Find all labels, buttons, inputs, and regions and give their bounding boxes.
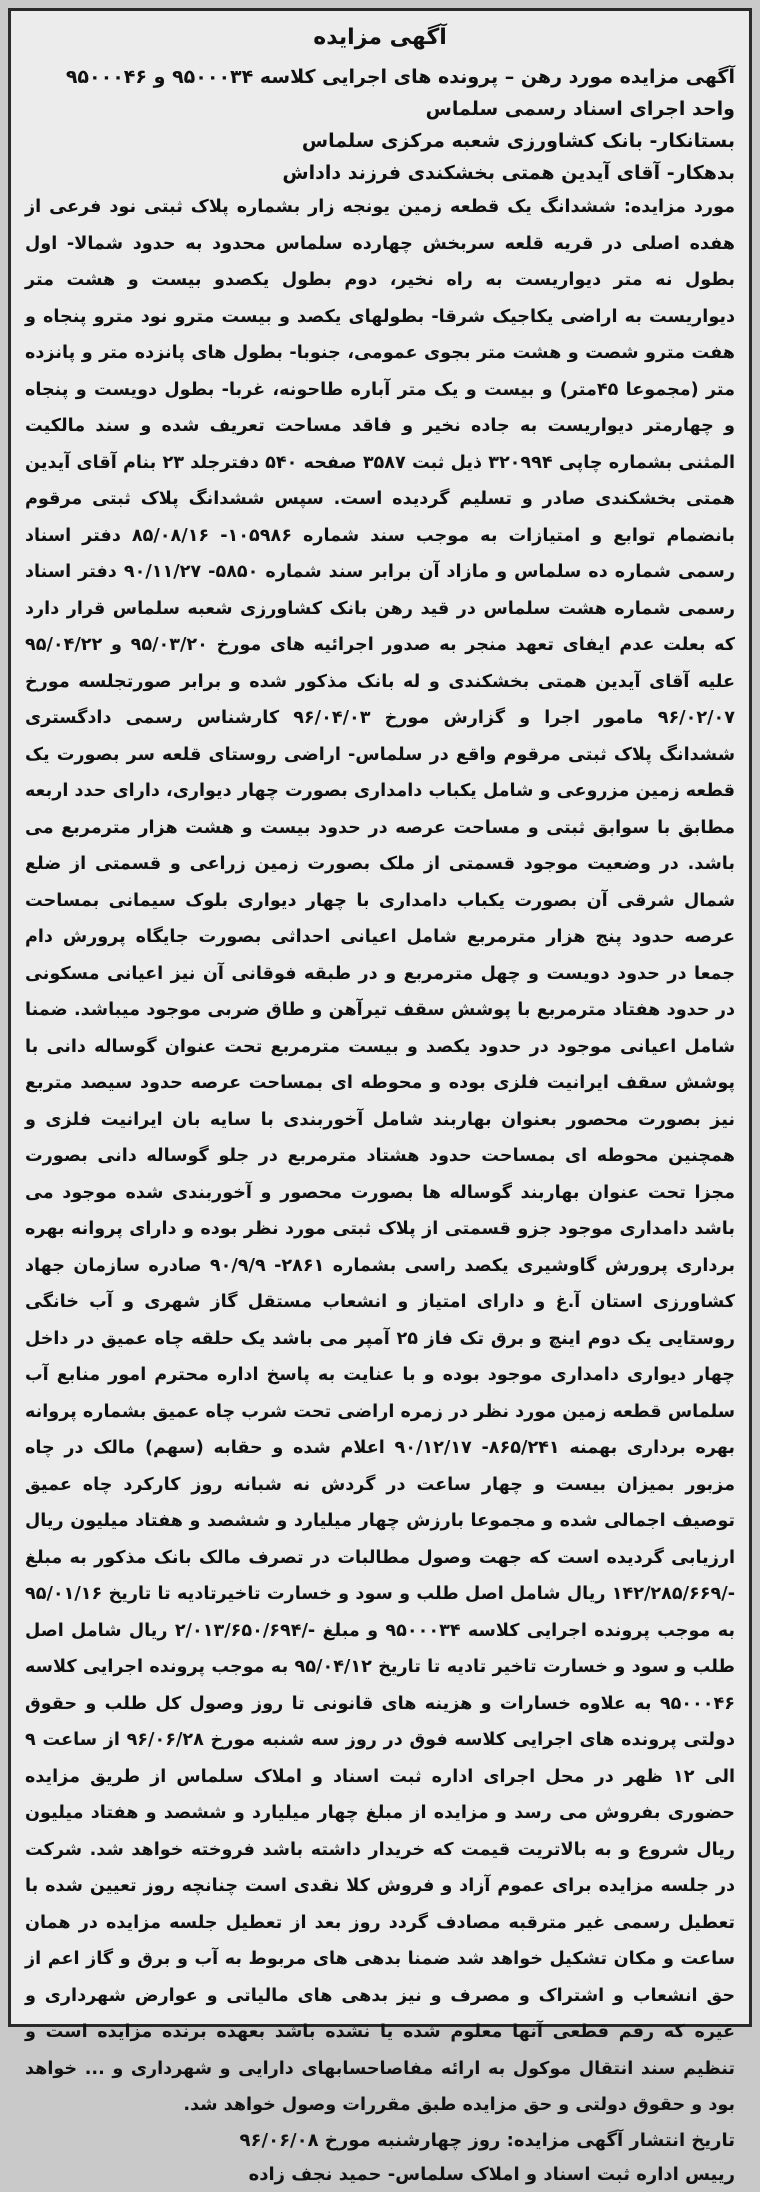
notice-signature: رییس اداره ثبت اسناد و املاک سلماس- حمید نجف زاده (248, 2163, 735, 2185)
notice-case-line: آگهی مزایده مورد رهن – پرونده های اجرایی کلاسه ۹۵۰۰۰۳۴ و ۹۵۰۰۰۴۶ واحد اجرای اسناد رسمی سلماس (65, 66, 735, 120)
notice-debtor-line: بدهکار- آقای آیدین همتی بخشکندی فرزند داداش (282, 162, 735, 184)
notice-title: آگهی مزایده (313, 25, 447, 50)
auction-notice-clipping (8, 8, 752, 2185)
notice-creditor-line: بستانکار- بانک کشاورزی شعبه مرکزی سلماس (301, 130, 735, 152)
notice-body: مورد مزایده: ششدانگ یک قطعه زمین یونجه زار بشماره پلاک ثبتی نود فرعی از هفده اصلی در قریه قلعه سربخش چهارده سلماس محدود به حدود شمالا- اول بطول نه متر دیواریست به راه نخیر، دوم بطول یکصدو بیست و هشت متر دیواریست به اراضی یکاجیک شرقا- بطولهای یکصد و بیست مترو نود مترو پنجاه و هفت مترو شصت و هشت متر بجوی عمومی، جنوبا- بطول های پانزده متر و پانزده متر (مجموعا ۴۵متر) و بیست و یک متر آباره طاحونه، غربا- بطول دویست و پنجاه و چهارمتر دیواریست به جاده نخیر و فاقد مساحت تعریف شده و سند مالکیت المثنی بشماره چاپی ۳۲۰۹۹۴ ذیل ثبت ۳۵۸۷ صفحه ۵۴۰ دفترجلد ۲۳ بنام آقای آیدین همتی بخشکندی صادر و تسلیم گردیده است. سپس ششدانگ پلاک ثبتی مرقوم بانضمام توابع و امتیازات به موجب سند شماره ۱۰۵۹۸۶- ۸۵/۰۸/۱۶ دفتر اسناد رسمی شماره ده سلماس و مازاد آن برابر سند شماره ۵۸۵۰- ۹۰/۱۱/۲۷ دفتر اسناد رسمی شماره هشت سلماس در قید رهن بانک کشاورزی شعبه سلماس قرار دارد که بعلت عدم ایفای تعهد منجر به صدور اجرائیه های مورخ ۹۵/۰۳/۲۰ و ۹۵/۰۴/۲۲ علیه آقای آیدین همتی بخشکندی و له بانک مذکور شده و برابر صورتجلسه مورخ ۹۶/۰۲/۰۷ مامور اجرا و گزارش مورخ ۹۶/۰۴/۰۳ کارشناس رسمی دادگستری ششدانگ پلاک ثبتی مرقوم واقع در سلماس- اراضی روستای قلعه سر بصورت یک قطعه زمین مزروعی و شامل یکباب دامداری بصورت چهار دیواری، دارای حدد اربعه مطابق با سوابق ثبتی و مساحت عرصه در حدود بیست و هشت هزار مترمربع می باشد. در وضعیت موجود قسمتی از ملک بصورت زمین زراعی و قسمتی از ضلع شمال شرقی آن بصورت یکباب دامداری با چهار دیواری بلوک سیمانی بمساحت عرصه حدود پنج هزار مترمربع شامل اعیانی احداثی بصورت جایگاه پرورش دام جمعا در حدود دویست و چهل مترمربع و در طبقه فوقانی آن نیز اعیانی مسکونی در حدود هفتاد مترمربع با پوشش سقف تیرآهن و طاق ضربی موجود میباشد. ضمنا شامل اعیانی موجود در حدود یکصد و بیست مترمربع تحت عنوان گوساله دانی با پوشش سقف ایرانیت فلزی بوده و محوطه ای بمساحت عرصه حدود سیصد متربع نیز بصورت محصور بعنوان بهاربند شامل آخوربندی با سایه بان ایرانیت فلزی و همچنین محوطه ای بمساحت حدود هشتاد مترمربع در جلو گوساله دانی بصورت مجزا تحت عنوان بهاربند گوساله ها بصورت محصور و آخوربندی شده موجود می باشد دامداری موجود جزو قسمتی از پلاک ثبتی مورد نظر بوده و دارای پروانه بهره برداری پرورش گاوشیری یکصد راسی بشماره ۲۸۶۱- ۹۰/۹/۹ صادره سازمان جهاد کشاورزی استان آ.غ و دارای امتیاز و انشعاب مستقل گاز شهری و آب خانگی روستایی یک دوم اینچ و برق تک فاز ۲۵ آمپر می باشد یک حلقه چاه عمیق در داخل چهار دیواری دامداری موجود بوده و با عنایت به پاسخ اداره محترم امور منابع آب سلماس قطعه زمین مورد نظر در زمره اراضی تحت شرب چاه عمیق بشماره پروانه بهره برداری بهمنه ۸۶۵/۲۴۱- ۹۰/۱۲/۱۷ اعلام شده و حقابه (سهم) مالک در چاه مزبور بمیزان بیست و چهار ساعت در گردش نه شبانه روز کارکرد چاه عمیق توصیف اجمالی شده و مجموعا بارزش چهار میلیارد و ششصد و هفتاد میلیون ریال ارزیابی گردیده است که جهت وصول مطالبات در تصرف مالک بانک مذکور به مبلغ -/۱۴۲/۲۸۵/۶۶۹ ریال شامل اصل طلب و سود و خسارت تاخیرتادیه تا تاریخ ۹۵/۰۱/۱۶ به موجب پرونده اجرایی کلاسه ۹۵۰۰۰۳۴ و مبلغ -/۲/۰۱۳/۶۵۰/۶۹۴ ریال شامل اصل طلب و سود و خسارت تاخیر تادیه تا تاریخ ۹۵/۰۴/۱۲ به موجب پرونده اجرایی کلاسه ۹۵۰۰۰۴۶ به علاوه خسارات و هزینه های قانونی تا روز وصول کل طلب و حقوق دولتی پرونده های اجرایی کلاسه فوق در روز سه شنبه مورخ ۹۶/۰۶/۲۸ از ساعت ۹ الی ۱۲ ظهر در محل اجرای اداره ثبت اسناد و املاک سلماس از طریق مزایده حضوری بفروش می رسد و مزایده از مبلغ چهار میلیارد و ششصد و هفتاد میلیون ریال شروع و به بالاتریت قیمت که خریدار داشته باشد فروخته خواهد شد. شرکت در جلسه مزایده برای عموم آزاد و فروش کلا نقدی است چنانچه روز تعیین شده با تعطیل رسمی غیر مترقبه مصادف گردد روز بعد از تعطیل جلسه مزایده در همان ساعت و مکان تشکیل خواهد شد ضمنا بدهی های مربوط به آب و برق و گاز اعم از حق انشعاب و اشتراک و مصرف و نیز بدهی های مالیاتی و عوارض شهرداری و غیره که رقم قطعی آنها معلوم شده یا نشده باشد بعهده برنده مزایده است و تنظیم سند انتقال موکول به ارائه مفاصاحسابهای دارایی و شهرداری و ... خواهد بود و حقوق دولتی و حق مزایده طبق مقررات وصول خواهد شد. (25, 197, 736, 2115)
notice-publish-date: تاریخ انتشار آگهی مزایده: روز چهارشنبه مورخ ۹۶/۰۶/۰۸ (239, 2129, 735, 2151)
